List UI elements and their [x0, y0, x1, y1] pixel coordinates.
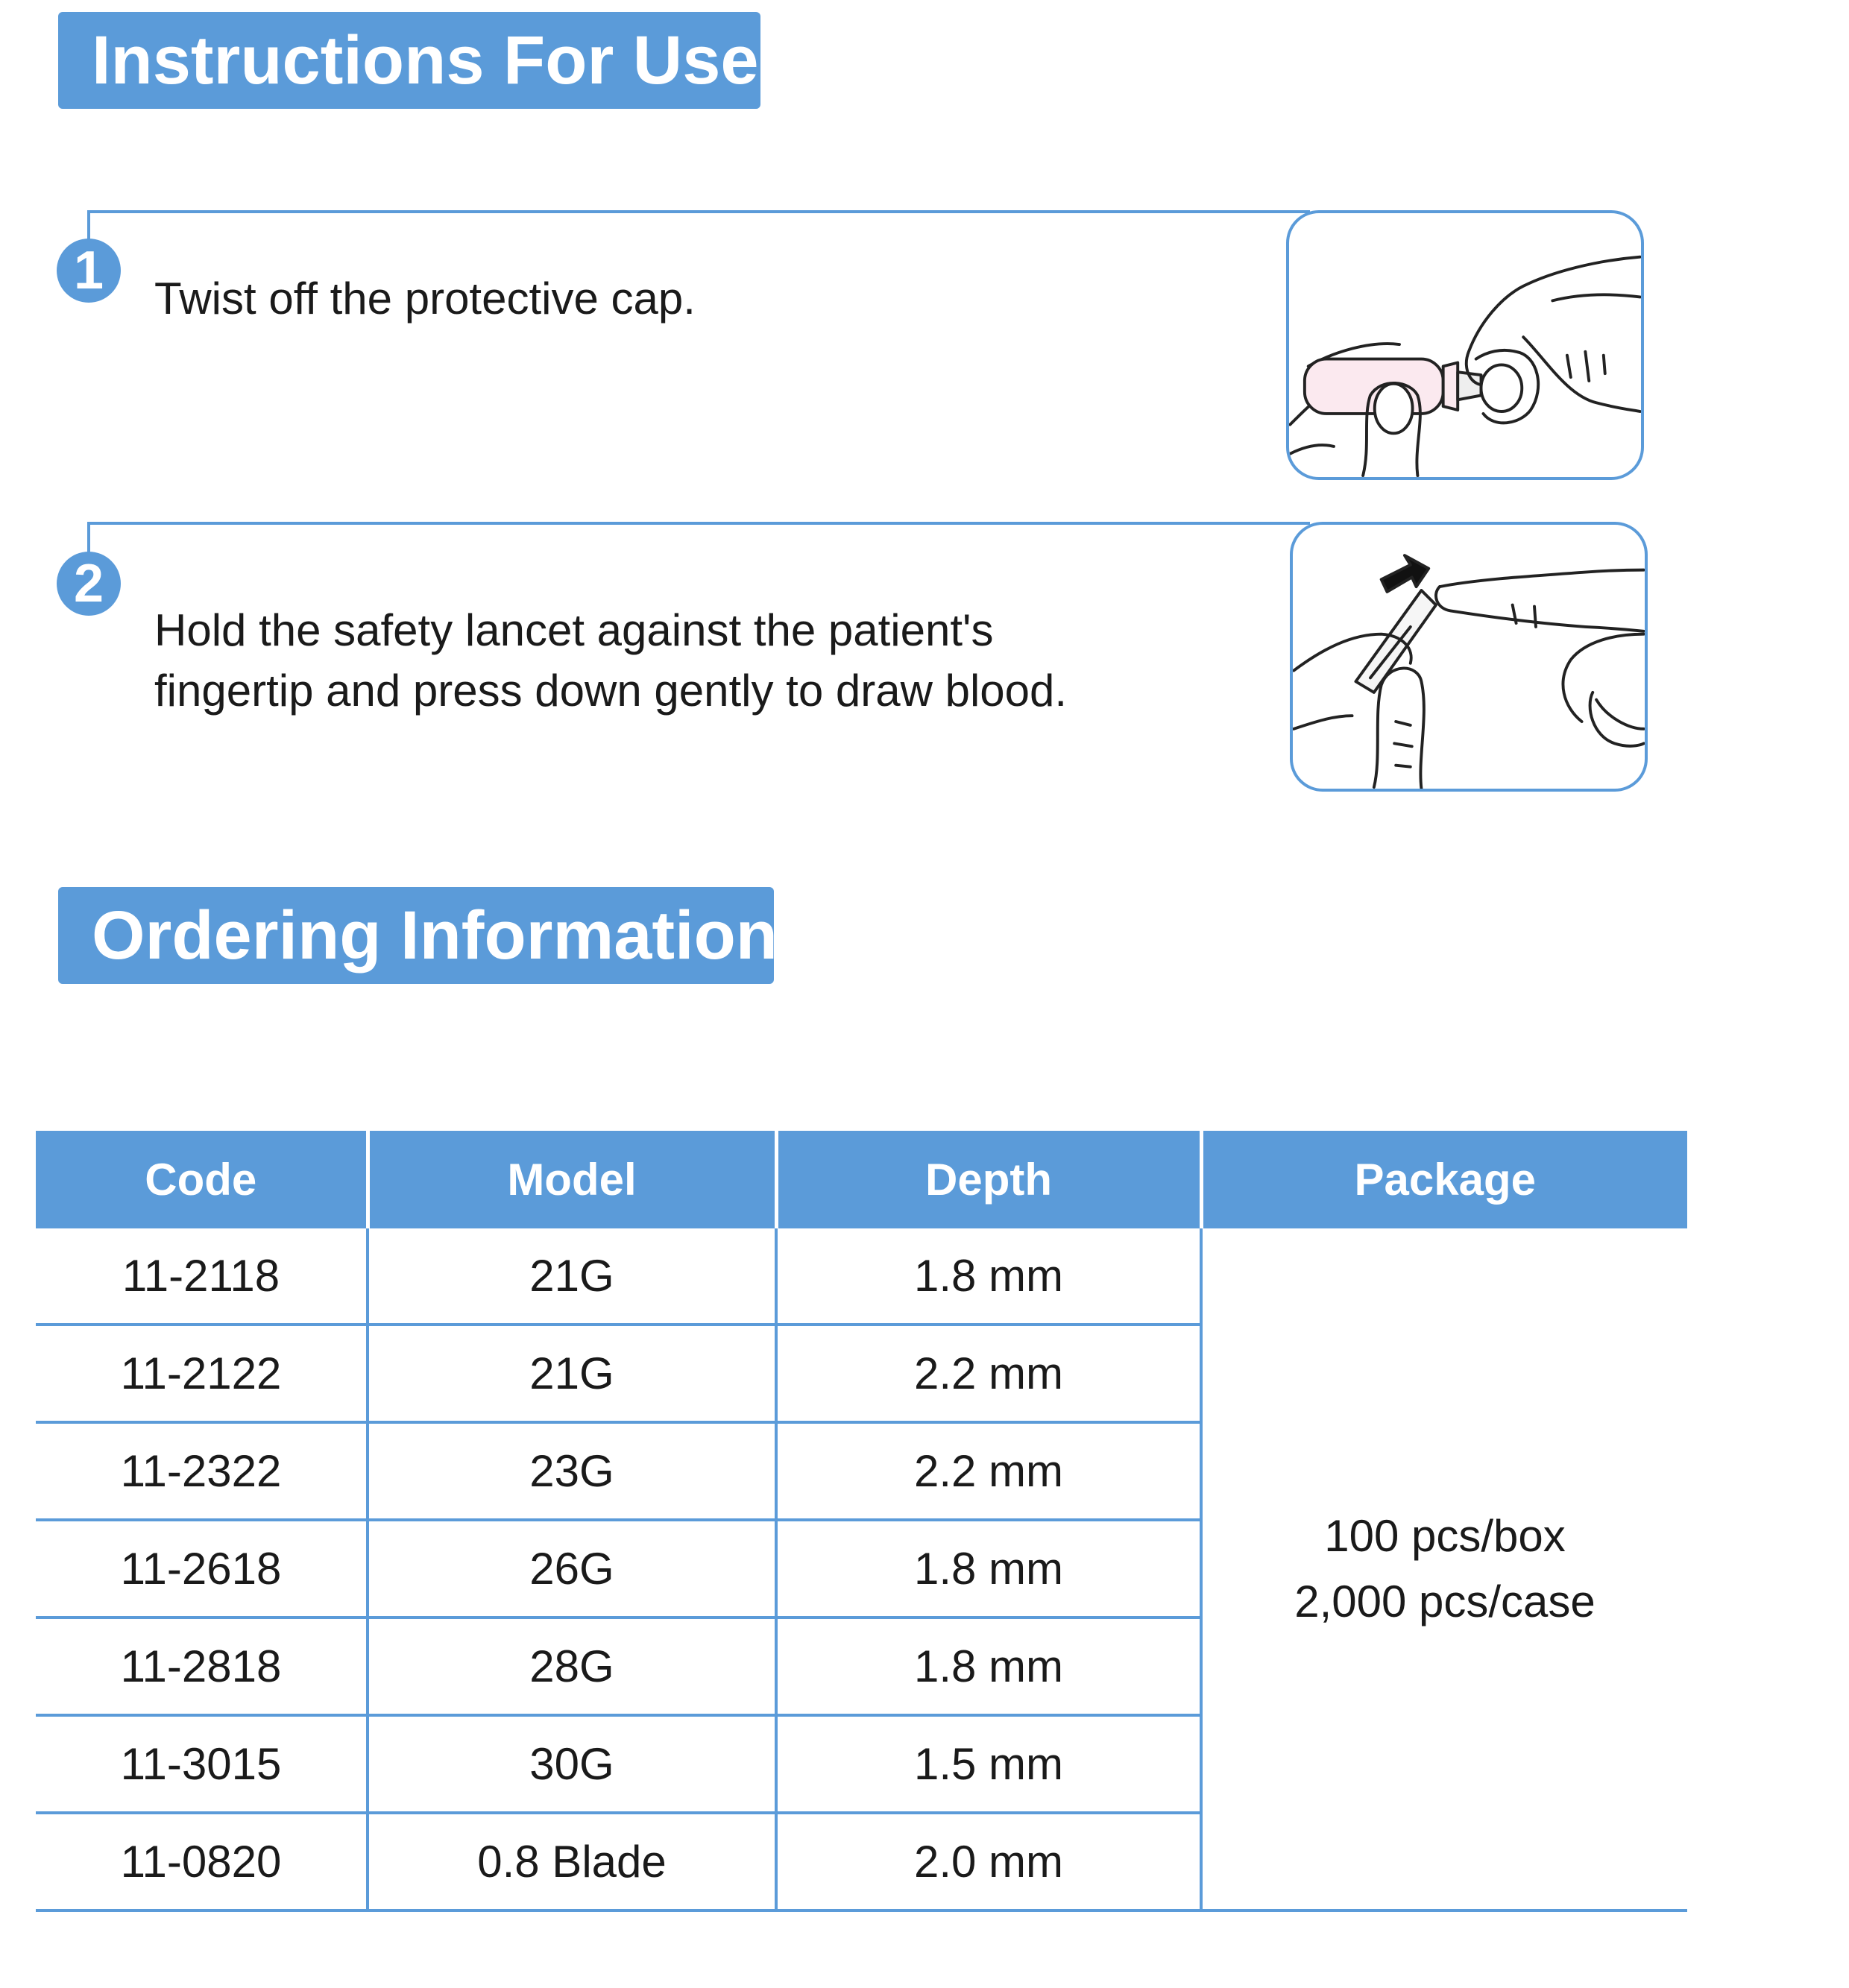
- cell-code: 11-2122: [36, 1325, 368, 1422]
- column-header-model: Model: [368, 1131, 776, 1228]
- column-header-depth: Depth: [776, 1131, 1201, 1228]
- ordering-title: Ordering Information: [58, 887, 774, 984]
- step-2-connector-line: [87, 522, 1310, 525]
- step-2-text-line-2: fingertip and press down gently to draw blood.: [154, 666, 1068, 716]
- column-header-package: Package: [1201, 1131, 1687, 1228]
- cell-model: 21G: [368, 1228, 776, 1325]
- step-1-text-line: Twist off the protective cap.: [154, 274, 696, 324]
- cell-code: 11-2818: [36, 1618, 368, 1715]
- package-per-case: 2,000 pcs/case: [1294, 1576, 1596, 1626]
- step-2-text-line-1: Hold the safety lancet against the patient's: [154, 605, 994, 655]
- cell-code: 11-2322: [36, 1422, 368, 1520]
- cell-model: 28G: [368, 1618, 776, 1715]
- cell-depth: 2.2 mm: [776, 1325, 1201, 1422]
- step-2-illustration: [1290, 522, 1648, 792]
- step-1-connector-line: [87, 210, 1310, 213]
- cell-depth: 1.8 mm: [776, 1520, 1201, 1618]
- cell-model: 21G: [368, 1325, 776, 1422]
- table-header-row: [36, 1131, 1687, 1228]
- step-2-connector-stub: [87, 522, 90, 553]
- cell-model: 0.8 Blade: [368, 1813, 776, 1910]
- cell-model: 30G: [368, 1715, 776, 1813]
- cell-code: 11-2118: [36, 1228, 368, 1325]
- cell-model: 23G: [368, 1422, 776, 1520]
- step-1-number-badge: 1: [57, 239, 121, 303]
- cell-depth: 1.8 mm: [776, 1618, 1201, 1715]
- step-2-number-badge: 2: [57, 552, 121, 616]
- press-fingertip-illustration-icon: [1293, 525, 1645, 789]
- cell-model: 26G: [368, 1520, 776, 1618]
- cell-depth: 2.0 mm: [776, 1813, 1201, 1910]
- cell-code: 11-3015: [36, 1715, 368, 1813]
- cell-code: 11-2618: [36, 1520, 368, 1618]
- package-per-box: 100 pcs/box: [1324, 1510, 1566, 1561]
- table-row: [36, 1228, 1687, 1325]
- step-1-text: [154, 268, 696, 329]
- twist-cap-hands-illustration-icon: [1289, 213, 1641, 477]
- cell-code: 11-0820: [36, 1813, 368, 1910]
- step-1-illustration: [1286, 210, 1644, 480]
- step-1-connector-stub: [87, 210, 90, 240]
- cell-depth: 1.5 mm: [776, 1715, 1201, 1813]
- column-header-code: Code: [36, 1131, 368, 1228]
- cell-depth: 2.2 mm: [776, 1422, 1201, 1520]
- ordering-table: [36, 1131, 1687, 1912]
- instructions-title: Instructions For Use: [58, 12, 760, 109]
- cell-package: [1201, 1228, 1687, 1910]
- step-2-text: [154, 600, 1067, 721]
- cell-depth: 1.8 mm: [776, 1228, 1201, 1325]
